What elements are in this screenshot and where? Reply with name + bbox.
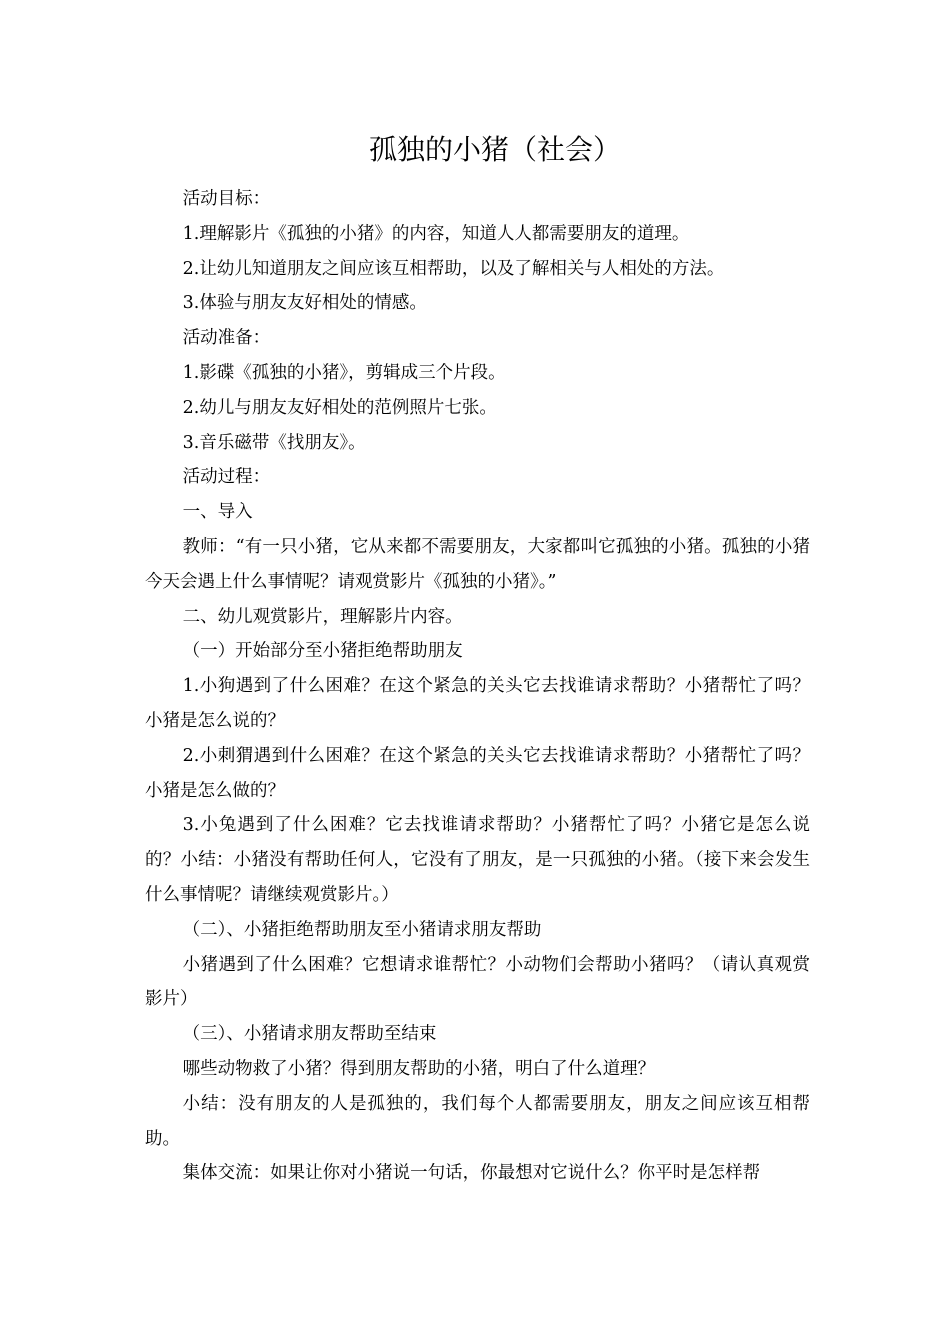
segment-2-questions: 小猪遇到了什么困难？它想请求谁帮忙？小动物们会帮助小猪吗？（请认真观赏影片） xyxy=(145,954,810,1010)
section-heading-preparation: 活动准备： xyxy=(182,328,271,349)
section-heading-goals: 活动目标： xyxy=(182,189,271,209)
goal-item-3: 3.体验与朋友友好相处的情感。 xyxy=(182,293,427,314)
segment-heading-3: （三）、小猪请求朋友帮助至结束 xyxy=(182,1024,437,1045)
goal-item-1: 1.理解影片《孤独的小猪》的内容，知道人人都需要朋友的道理。 xyxy=(182,223,690,244)
preparation-item-2: 2.幼儿与朋友友好相处的范例照片七张。 xyxy=(182,397,497,418)
section-heading-process: 活动过程： xyxy=(182,467,271,488)
group-discussion: 集体交流：如果让你对小猪说一句话，你最想对它说什么？你平时是怎样帮 xyxy=(182,1163,761,1184)
process-step-watch: 二、幼儿观赏影片，理解影片内容。 xyxy=(182,606,463,627)
question-3: 3.小兔遇到了什么困难？它去找谁请求帮助？小猪帮忙了吗？小猪它是怎么说的？小结：小猪没有帮助任何人，它没有了朋友，是一只孤独的小猪。（接下来会发生什么事情呢？请继续观赏影片。） xyxy=(145,815,810,905)
teacher-dialogue: 教师：“有一只小猪，它从来都不需要朋友，大家都叫它孤独的小猪。孤独的小猪今天会遇上什么事情呢？请观赏影片《孤独的小猪》。” xyxy=(145,536,810,592)
summary: 小结：没有朋友的人是孤独的，我们每个人都需要朋友，朋友之间应该互相帮助。 xyxy=(145,1093,810,1149)
segment-3-questions: 哪些动物救了小猪？得到朋友帮助的小猪，明白了什么道理？ xyxy=(182,1058,656,1079)
goal-item-2: 2.让幼儿知道朋友之间应该互相帮助，以及了解相关与人相处的方法。 xyxy=(182,258,725,279)
segment-heading-2: （二）、小猪拒绝帮助朋友至小猪请求朋友帮助 xyxy=(182,919,542,940)
document-body xyxy=(145,182,810,1191)
question-2: 2.小刺猬遇到什么困难？在这个紧急的关头它去找谁请求帮助？小猪帮忙了吗？小猪是怎么做的？ xyxy=(145,745,810,801)
preparation-item-1: 1.影碟《孤独的小猪》，剪辑成三个片段。 xyxy=(182,362,506,383)
document-title: 孤独的小猪（社会） xyxy=(368,133,621,166)
process-step-intro: 一、导入 xyxy=(182,502,253,523)
segment-heading-1: （一）开始部分至小猪拒绝帮助朋友 xyxy=(182,641,463,662)
question-1: 1.小狗遇到了什么困难？在这个紧急的关头它去找谁请求帮助？小猪帮忙了吗？小猪是怎么说的？ xyxy=(145,676,810,731)
preparation-item-3: 3.音乐磁带《找朋友》。 xyxy=(182,432,366,453)
